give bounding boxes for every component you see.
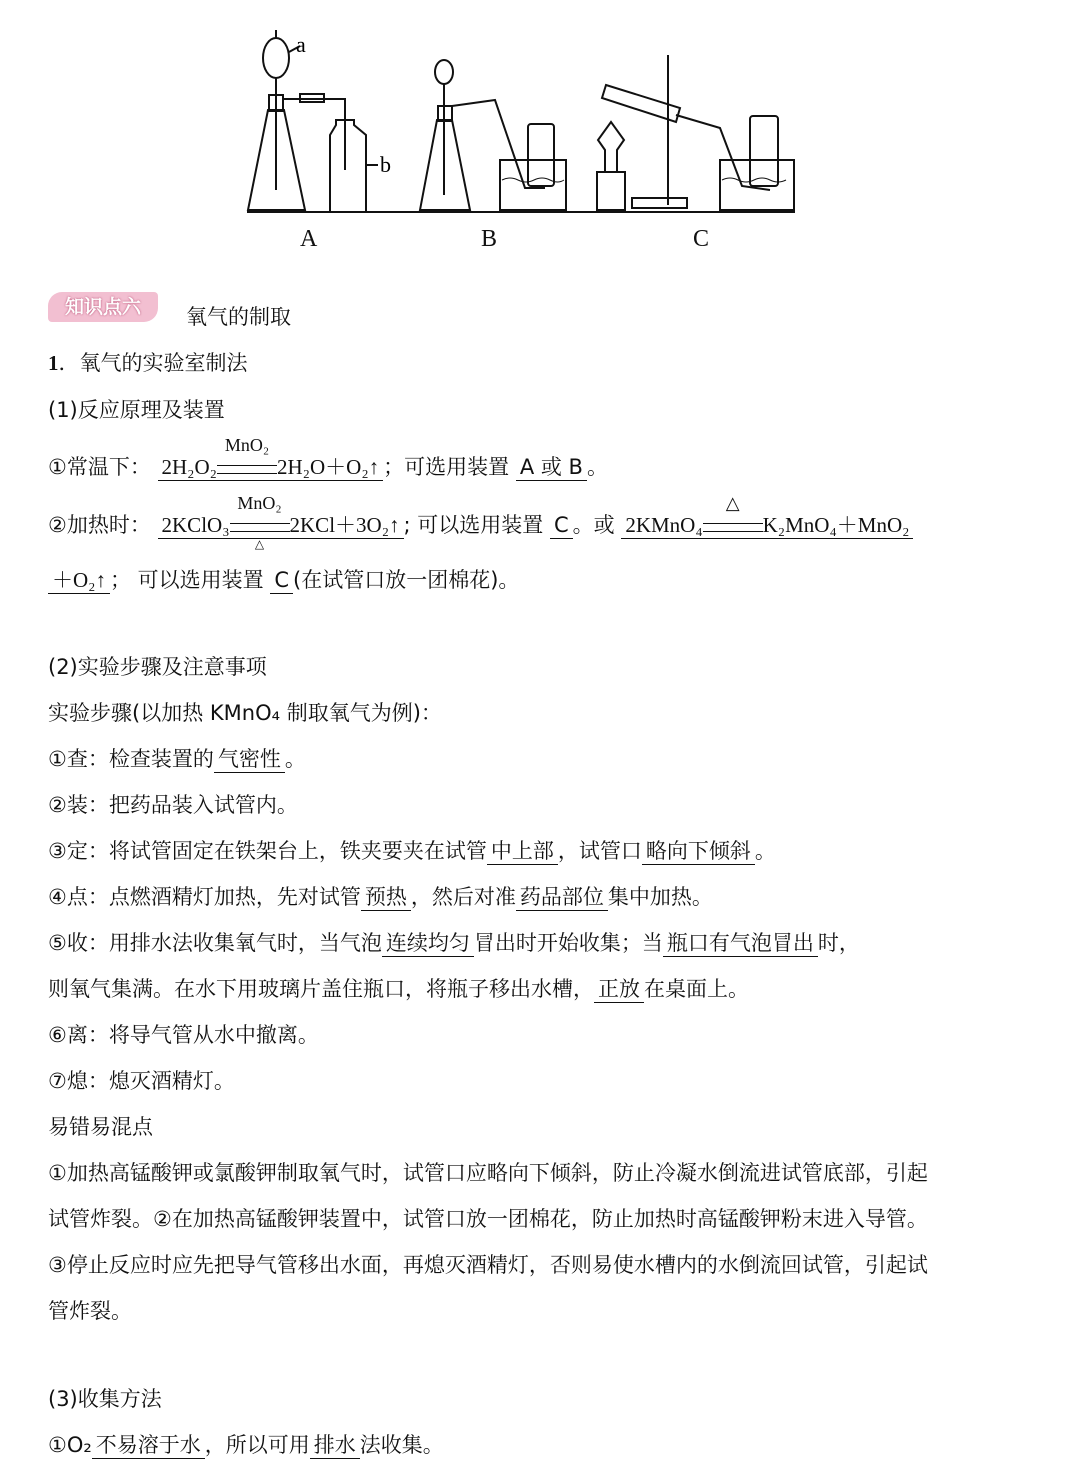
figure-label-b: B xyxy=(481,226,498,252)
apparatus-figure xyxy=(0,0,1080,270)
errors-title: 易错易混点 xyxy=(48,1115,153,1139)
apparatus-b xyxy=(420,60,566,210)
step-5-line2-post: 在桌面上。 xyxy=(644,977,749,1001)
heading-1-num: 1 xyxy=(48,351,59,375)
reaction-3-equation xyxy=(621,493,913,539)
step-5 xyxy=(48,928,860,958)
step-4 xyxy=(48,882,713,912)
reaction-3-reactant: 2KMnO₄ xyxy=(625,513,703,537)
collect-answer-a: 不易溶于水 xyxy=(92,1432,205,1459)
step-5-line2 xyxy=(48,974,749,1004)
step-7: ⑦熄：熄灭酒精灯。 xyxy=(48,1069,235,1093)
errors-line-3: ③停止反应时应先把导气管移出水面，再熄灭酒精灯，否则易使水槽内的水倒流回试管，引起试 xyxy=(48,1253,928,1277)
step-4-post: 集中加热。 xyxy=(607,885,713,909)
step-2: ②装：把药品装入试管内。 xyxy=(48,793,298,817)
step-3 xyxy=(48,836,776,866)
reaction-1 xyxy=(48,435,608,482)
collect-mid: ，所以可用 xyxy=(204,1433,310,1457)
step-6: ⑥离：将导气管从水中撤离。 xyxy=(48,1023,319,1047)
apparatus-a xyxy=(248,30,378,212)
subheading-3: (3)收集方法 xyxy=(48,1387,162,1411)
figure-label-a: A xyxy=(300,226,318,252)
reaction-2-product: 2KCl＋3O₂↑ xyxy=(289,513,400,537)
collect-answer-b: 排水 xyxy=(310,1432,360,1459)
step-5-pre: ⑤收：用排水法收集氧气时，当气泡 xyxy=(48,931,382,955)
reaction-1-mid: ；可选用装置 xyxy=(383,455,510,479)
collect-post: 法收集。 xyxy=(359,1433,444,1457)
step-4-answer-a: 预热 xyxy=(361,884,411,911)
step-3-answer-a: 中上部 xyxy=(487,838,558,865)
figure-label-c: C xyxy=(693,226,710,252)
step-3-post: 。 xyxy=(754,839,776,863)
step-5-answer-b: 瓶口有气泡冒出 xyxy=(663,930,818,957)
reaction-1-answer: A 或 B xyxy=(516,454,587,481)
errors-line-1: ①加热高锰酸钾或氯酸钾制取氧气时，试管口应略向下倾斜，防止冷凝水倒流进试管底部，引起 xyxy=(48,1161,928,1185)
reaction-2-prefix: ②加热时： xyxy=(48,513,151,537)
steps-intro: 实验步骤(以加热 KMnO₄ 制取氧气为例)： xyxy=(48,701,442,725)
step-3-pre: ③定：将试管固定在铁架台上，铁夹要夹在试管 xyxy=(48,839,487,863)
reaction-2-heat: △ xyxy=(254,537,265,551)
reaction-3-product: K₂MnO₄＋MnO₂ xyxy=(762,513,910,537)
apparatus-c xyxy=(597,55,794,210)
reaction-2-end2: (在试管口放一团棉花)。 xyxy=(293,568,520,592)
section-badge: 知识点六 xyxy=(48,292,158,322)
reaction-1-product: 2H₂O＋O₂↑ xyxy=(277,455,380,479)
step-5-post: 时， xyxy=(817,931,860,955)
step-3-mid: ，试管口 xyxy=(557,839,642,863)
step-1 xyxy=(48,744,306,774)
heading-1-text: ．氧气的实验室制法 xyxy=(58,351,248,375)
reaction-1-prefix: ①常温下： xyxy=(48,455,151,479)
step-5-mid: 冒出时开始收集；当 xyxy=(473,931,663,955)
errors-line-2: 试管炸裂。②在加热高锰酸钾装置中，试管口放一团棉花，防止加热时高锰酸钾粉末进入导管。 xyxy=(48,1207,928,1231)
collect-pre: ①O₂ xyxy=(48,1433,92,1457)
reaction-2-or: 。或 xyxy=(572,513,615,537)
reaction-1-end: 。 xyxy=(586,455,608,479)
subheading-1: (1)反应原理及装置 xyxy=(48,398,225,422)
heading-1 xyxy=(48,348,248,378)
reaction-2-catalyst: MnO₂ xyxy=(237,493,282,513)
subheading-2: (2)实验步骤及注意事项 xyxy=(48,655,267,679)
step-3-answer-b: 略向下倾斜 xyxy=(642,838,755,865)
reaction-2-answer: C xyxy=(550,512,573,539)
reaction-2-line2 xyxy=(48,565,519,595)
errors-line-4: 管炸裂。 xyxy=(48,1299,132,1323)
step-5-line2-pre: 则氧气集满。在水下用玻璃片盖住瓶口，将瓶子移出水槽， xyxy=(48,977,594,1001)
step-4-answer-b: 药品部位 xyxy=(516,884,608,911)
reaction-3-product-b: ＋O₂↑ xyxy=(48,567,110,594)
collect-line xyxy=(48,1430,444,1460)
step-1-post: 。 xyxy=(284,747,306,771)
step-5-answer-c: 正放 xyxy=(594,976,644,1003)
reaction-2-answer2: C xyxy=(270,567,293,594)
reaction-2-mid: ; 可以选用装置 xyxy=(403,513,544,537)
step-4-pre: ④点：点燃酒精灯加热，先对试管 xyxy=(48,885,361,909)
reaction-1-catalyst: MnO₂ xyxy=(224,435,270,455)
step-4-mid: ，然后对准 xyxy=(410,885,516,909)
reaction-1-reactant: 2H₂O₂ xyxy=(161,455,217,479)
reaction-2-mid2: ； 可以选用装置 xyxy=(110,568,264,592)
step-1-answer: 气密性 xyxy=(214,746,285,773)
reaction-3-heat: △ xyxy=(725,493,740,513)
label-b: b xyxy=(380,152,391,177)
reaction-1-equation xyxy=(158,435,384,481)
reaction-2 xyxy=(48,493,913,551)
reaction-2-equation xyxy=(158,493,404,551)
step-5-answer-a: 连续均匀 xyxy=(382,930,474,957)
section-title: 氧气的制取 xyxy=(186,305,291,329)
step-1-pre: ①查：检查装置的 xyxy=(48,747,214,771)
label-a: a xyxy=(296,32,306,57)
reaction-2-reactant: 2KClO₃ xyxy=(161,513,230,537)
